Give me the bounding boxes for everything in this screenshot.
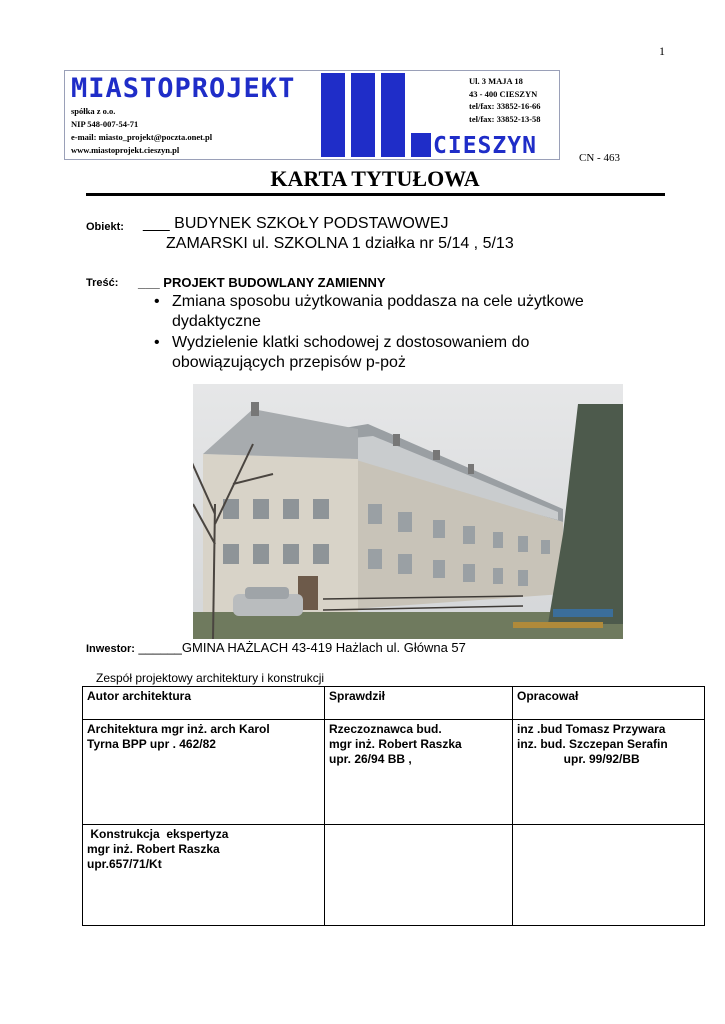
header-prepared: Opracował	[513, 687, 705, 720]
investor-value: ______GMINA HAŻLACH 43-419 Hażlach ul. Główna 57	[138, 640, 466, 655]
cell-structure-checker	[325, 825, 513, 926]
table-row	[83, 720, 705, 825]
document-code: CN - 463	[579, 152, 620, 164]
investor-label: Inwestor:	[86, 643, 135, 655]
bullet-item	[154, 333, 632, 373]
cell-line: Architektura mgr inż. arch Karol	[87, 722, 270, 736]
cell-line: inz. bud. Szczepan Serafin	[517, 737, 668, 751]
address-city: 43 - 400 CIESZYN	[469, 88, 538, 99]
page-number: 1	[659, 44, 665, 58]
company-details	[71, 105, 212, 157]
letterhead	[64, 70, 560, 160]
design-team-table	[82, 686, 705, 926]
object-label: Obiekt:	[86, 221, 124, 233]
company-brand: MIASTOPROJEKT	[71, 73, 296, 104]
content-label: Treść:	[86, 277, 119, 289]
object-line-2: ZAMARSKI ul. SZKOLNA 1 działka nr 5/14 , 5/13	[166, 235, 514, 252]
cell-architecture-author	[83, 720, 325, 825]
bullet-text: Wydzielenie klatki schodowej z dostosowaniem do obowiązujących przepisów p-poż	[172, 334, 530, 371]
phone-1: tel/fax: 33852-16-66	[469, 101, 541, 112]
bullet-icon: •	[154, 334, 160, 351]
cell-line: mgr inż. Robert Raszka	[87, 842, 220, 856]
phone-2: tel/fax: 33852-13-58	[469, 113, 541, 124]
cell-line: mgr inż. Robert Raszka	[329, 737, 462, 751]
bullet-text: Zmiana sposobu użytkowania poddasza na cele użytkowe dydaktyczne	[172, 293, 584, 330]
company-form: spółka z o.o.	[71, 106, 116, 116]
bullet-icon: •	[154, 293, 160, 310]
header-checked: Sprawdził	[325, 687, 513, 720]
company-email: e-mail: miasto_projekt@poczta.onet.pl	[71, 132, 213, 142]
company-nip: NIP 548-007-54-71	[71, 119, 139, 129]
team-caption: Zespół projektowy architektury i konstrukcji	[96, 671, 325, 685]
cell-line: Konstrukcja ekspertyza	[87, 827, 229, 841]
title-rule	[86, 193, 665, 196]
address-street: Ul. 3 MAJA 18	[469, 76, 523, 86]
cell-line: upr. 99/92/BB	[517, 752, 640, 766]
cell-line: Tyrna BPP upr . 462/82	[87, 737, 216, 751]
cell-line: upr.657/71/Kt	[87, 857, 162, 871]
city-logo: CIESZYN	[433, 133, 537, 159]
table-row	[83, 825, 705, 926]
object-line-1: ___ BUDYNEK SZKOŁY PODSTAWOWEJ	[143, 215, 449, 232]
investor-line	[86, 640, 466, 655]
cell-structure-preparer	[513, 825, 705, 926]
header-author: Autor architektura	[83, 687, 325, 720]
cell-architecture-checker	[325, 720, 513, 825]
content-bullets	[154, 292, 632, 374]
bullet-item	[154, 292, 632, 332]
cell-architecture-preparer	[513, 720, 705, 825]
cell-line: inz .bud Tomasz Przywara	[517, 722, 666, 736]
school-building-photo	[193, 384, 623, 639]
company-address	[469, 75, 541, 125]
content-heading: ___ PROJEKT BUDOWLANY ZAMIENNY	[138, 275, 386, 290]
cell-line: upr. 26/94 BB ,	[329, 752, 412, 766]
page-title: KARTA TYTUŁOWA	[270, 166, 480, 191]
company-website: www.miastoprojekt.cieszyn.pl	[71, 145, 180, 155]
cell-structure-author	[83, 825, 325, 926]
table-header-row	[83, 687, 705, 720]
cell-line: Rzeczoznawca bud.	[329, 722, 442, 736]
